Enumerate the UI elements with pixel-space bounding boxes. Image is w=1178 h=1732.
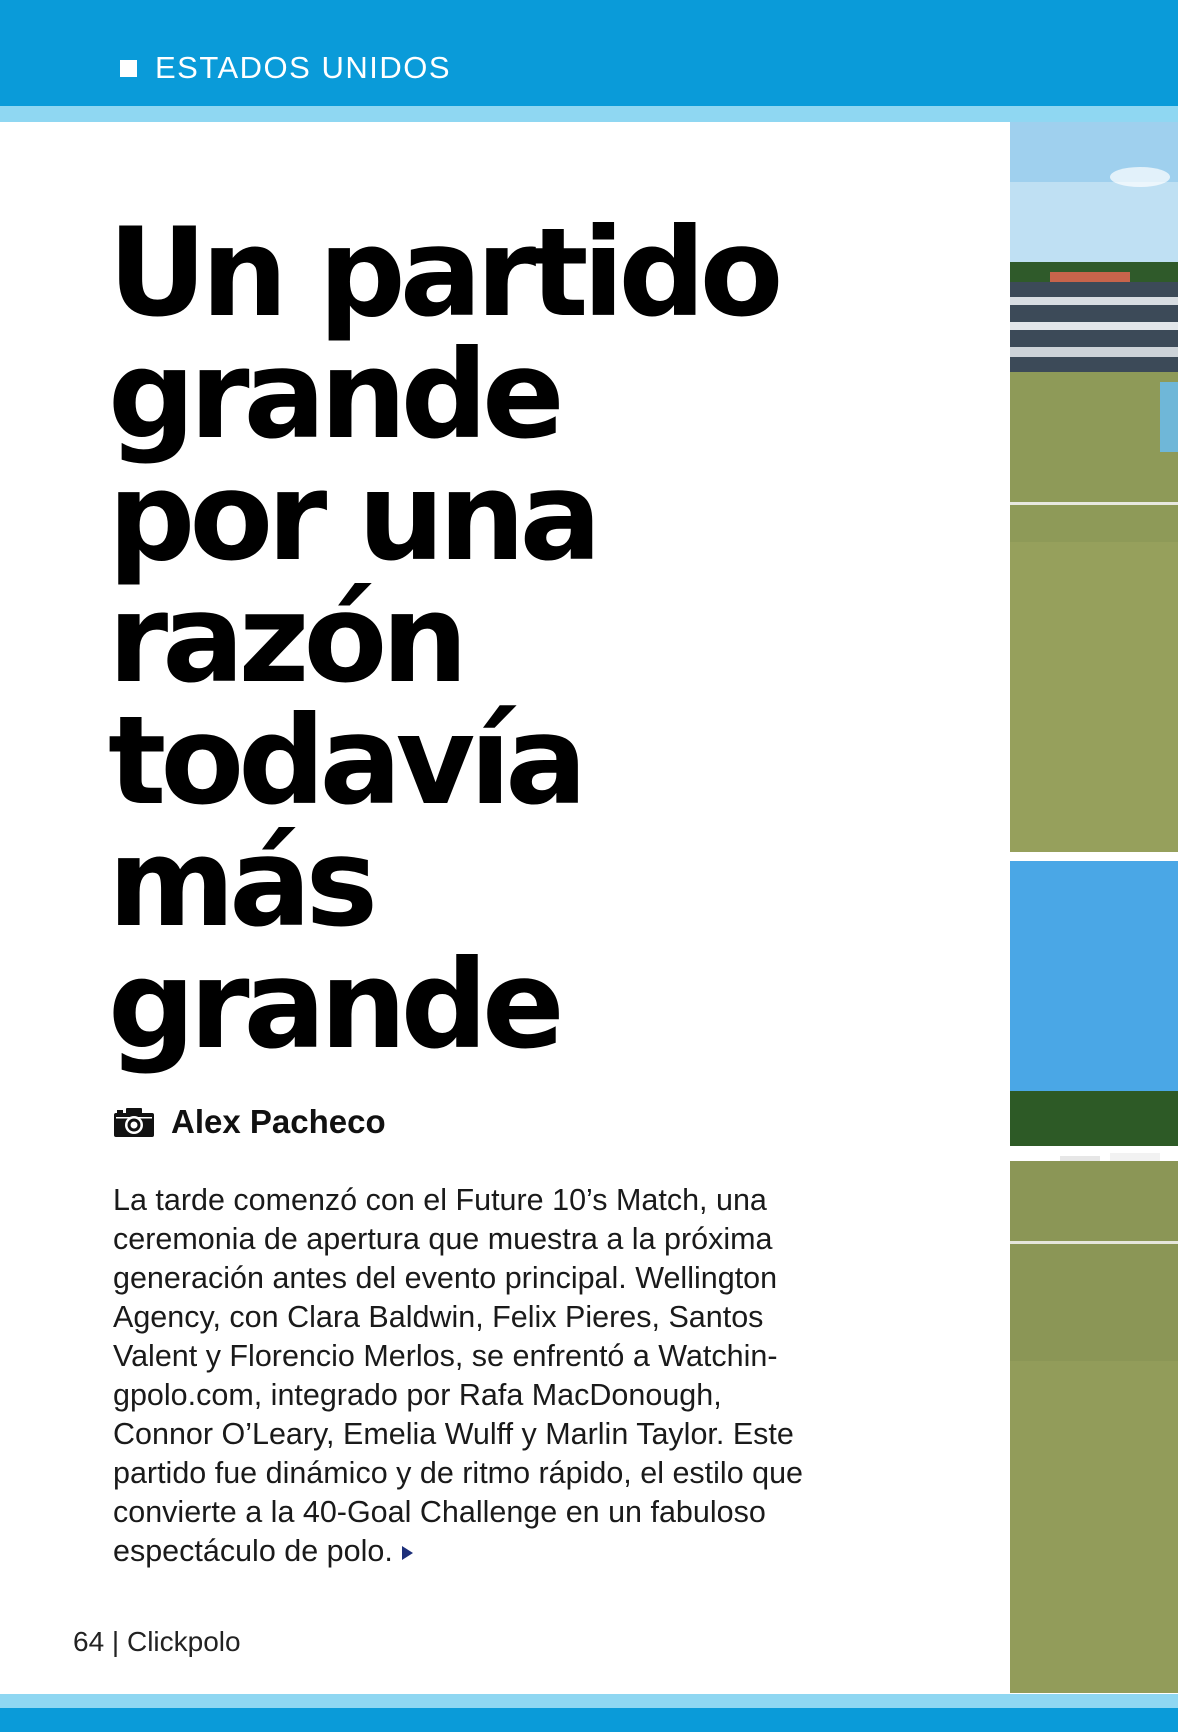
body-line: convierte a la 40-Goal Challenge en un fabuloso	[113, 1495, 766, 1529]
square-bullet-icon	[120, 60, 137, 77]
camera-icon	[113, 1106, 155, 1138]
page-footer: 64 | Clickpolo	[73, 1626, 241, 1657]
headline-line: todavía	[108, 690, 582, 832]
section-label	[120, 48, 451, 88]
body-line: generación antes del evento principal. Wellington	[113, 1261, 778, 1295]
footer-stripe	[0, 1694, 1178, 1708]
body-line-text: espectáculo de polo.	[113, 1534, 393, 1568]
headline-line: grande	[108, 934, 559, 1076]
headline	[108, 202, 948, 1076]
body-line: Valent y Florencio Merlos, se enfrentó a Watchin-	[113, 1339, 778, 1373]
body-line: ceremonia de apertura que muestra a la próxima	[113, 1222, 773, 1256]
polo-field-photo-bottom	[1010, 861, 1178, 1693]
body-line: La tarde comenzó con el Future 10’s Match, una	[113, 1183, 767, 1217]
headline-line: más	[108, 812, 373, 954]
body-line: Connor O’Leary, Emelia Wulff y Marlin Taylor. Este	[113, 1417, 794, 1451]
polo-field-photo-top	[1010, 122, 1178, 852]
article-body	[113, 1181, 933, 1571]
body-line: Agency, con Clara Baldwin, Felix Pieres, Santos	[113, 1300, 764, 1334]
section-title: ESTADOS UNIDOS	[155, 50, 452, 85]
header-stripe	[0, 106, 1178, 122]
footer-bar	[0, 1708, 1178, 1732]
body-line-last	[113, 1532, 933, 1571]
triangle-arrow-icon	[402, 1546, 413, 1560]
author-name: Alex Pacheco	[171, 1103, 386, 1140]
body-line: partido fue dinámico y de ritmo rápido, el estilo que	[113, 1456, 804, 1490]
body-line: gpolo.com, integrado por Rafa MacDonough,	[113, 1378, 722, 1412]
headline-line: razón	[108, 568, 463, 710]
headline-line: Un partido	[108, 202, 778, 344]
photo-credit	[113, 1102, 386, 1142]
headline-line: grande	[108, 324, 559, 466]
headline-line: por una	[108, 446, 596, 588]
